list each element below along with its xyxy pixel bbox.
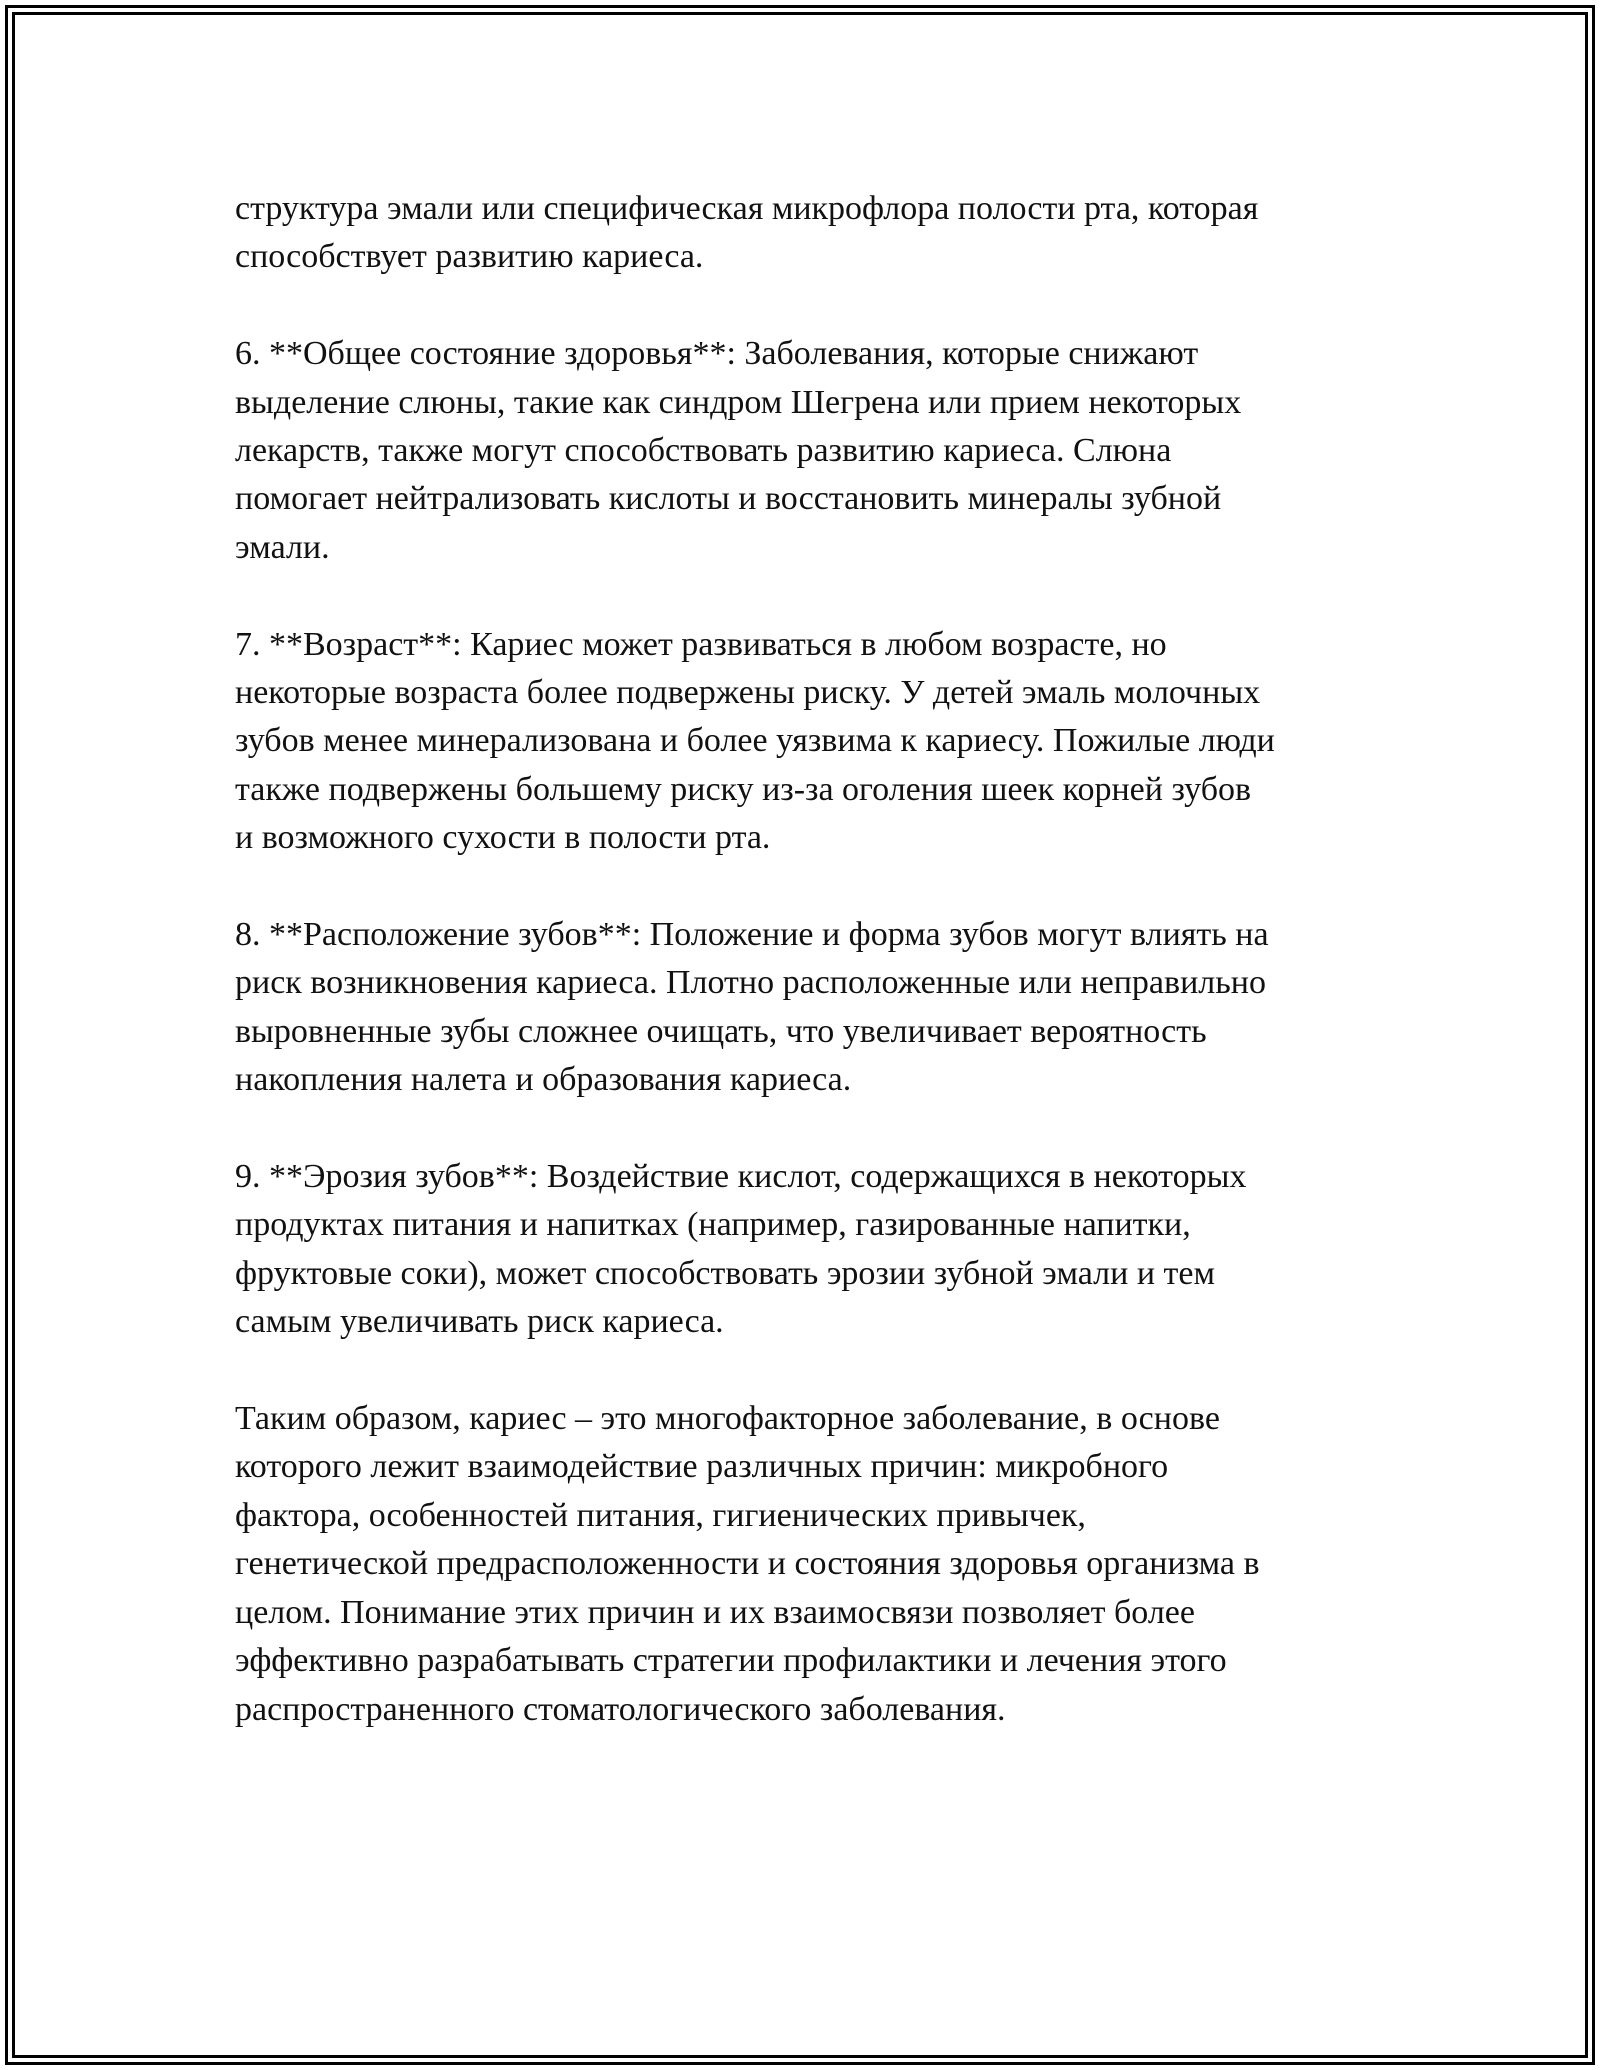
text-line: выровненные зубы сложнее очищать, что увеличивает вероятность — [235, 1012, 1207, 1050]
text-line: распространенного стоматологического заболевания. — [235, 1690, 1006, 1728]
text-line: накопления налета и образования кариеса. — [235, 1061, 852, 1099]
text-line: Таким образом, кариес – это многофакторное заболевание, в основе — [235, 1400, 1220, 1438]
paragraph-conclusion — [235, 1395, 1405, 1734]
paragraph-continuation — [235, 185, 1405, 282]
paragraph-item-8 — [235, 911, 1405, 1105]
text-line: 8. **Расположение зубов**: Положение и форма зубов могут влиять на — [235, 916, 1269, 954]
text-line: и возможного сухости в полости рта. — [235, 819, 771, 857]
text-line: генетической предрасположенности и состояния здоровья организма в — [235, 1545, 1260, 1583]
text-line: способствует развитию кариеса. — [235, 238, 704, 276]
text-line: фруктовые соки), может способствовать эрозии зубной эмали и тем — [235, 1254, 1215, 1292]
paragraph-item-6 — [235, 330, 1405, 572]
text-line: 9. **Эрозия зубов**: Воздействие кислот, содержащихся в некоторых — [235, 1158, 1247, 1196]
document-body — [235, 185, 1405, 1782]
text-line: зубов менее минерализована и более уязвима к кариесу. Пожилые люди — [235, 722, 1275, 760]
text-line: помогает нейтрализовать кислоты и восстановить минералы зубной — [235, 480, 1222, 518]
text-line: 7. **Возраст**: Кариес может развиваться в любом возрасте, но — [235, 625, 1167, 663]
text-line: 6. **Общее состояние здоровья**: Заболевания, которые снижают — [235, 335, 1199, 373]
text-line: эффективно разрабатывать стратегии профилактики и лечения этого — [235, 1642, 1227, 1680]
text-line: некоторые возраста более подвержены риску. У детей эмаль молочных — [235, 674, 1261, 712]
text-line: фактора, особенностей питания, гигиенических привычек, — [235, 1496, 1086, 1534]
text-line: эмали. — [235, 528, 330, 566]
text-line: лекарств, также могут способствовать развитию кариеса. Слюна — [235, 432, 1172, 470]
text-line: также подвержены большему риску из-за оголения шеек корней зубов — [235, 770, 1252, 808]
text-line: выделение слюны, такие как синдром Шегрена или прием некоторых — [235, 383, 1242, 421]
text-line: которого лежит взаимодействие различных причин: микробного — [235, 1448, 1169, 1486]
text-line: целом. Понимание этих причин и их взаимосвязи позволяет более — [235, 1593, 1195, 1631]
text-line: риск возникновения кариеса. Плотно расположенные или неправильно — [235, 964, 1266, 1002]
text-line: продуктах питания и напитках (например, газированные напитки, — [235, 1206, 1191, 1244]
paragraph-item-9 — [235, 1153, 1405, 1347]
text-line: самым увеличивать риск кариеса. — [235, 1303, 724, 1341]
paragraph-item-7 — [235, 621, 1405, 863]
text-line: структура эмали или специфическая микрофлора полости рта, которая — [235, 190, 1259, 227]
